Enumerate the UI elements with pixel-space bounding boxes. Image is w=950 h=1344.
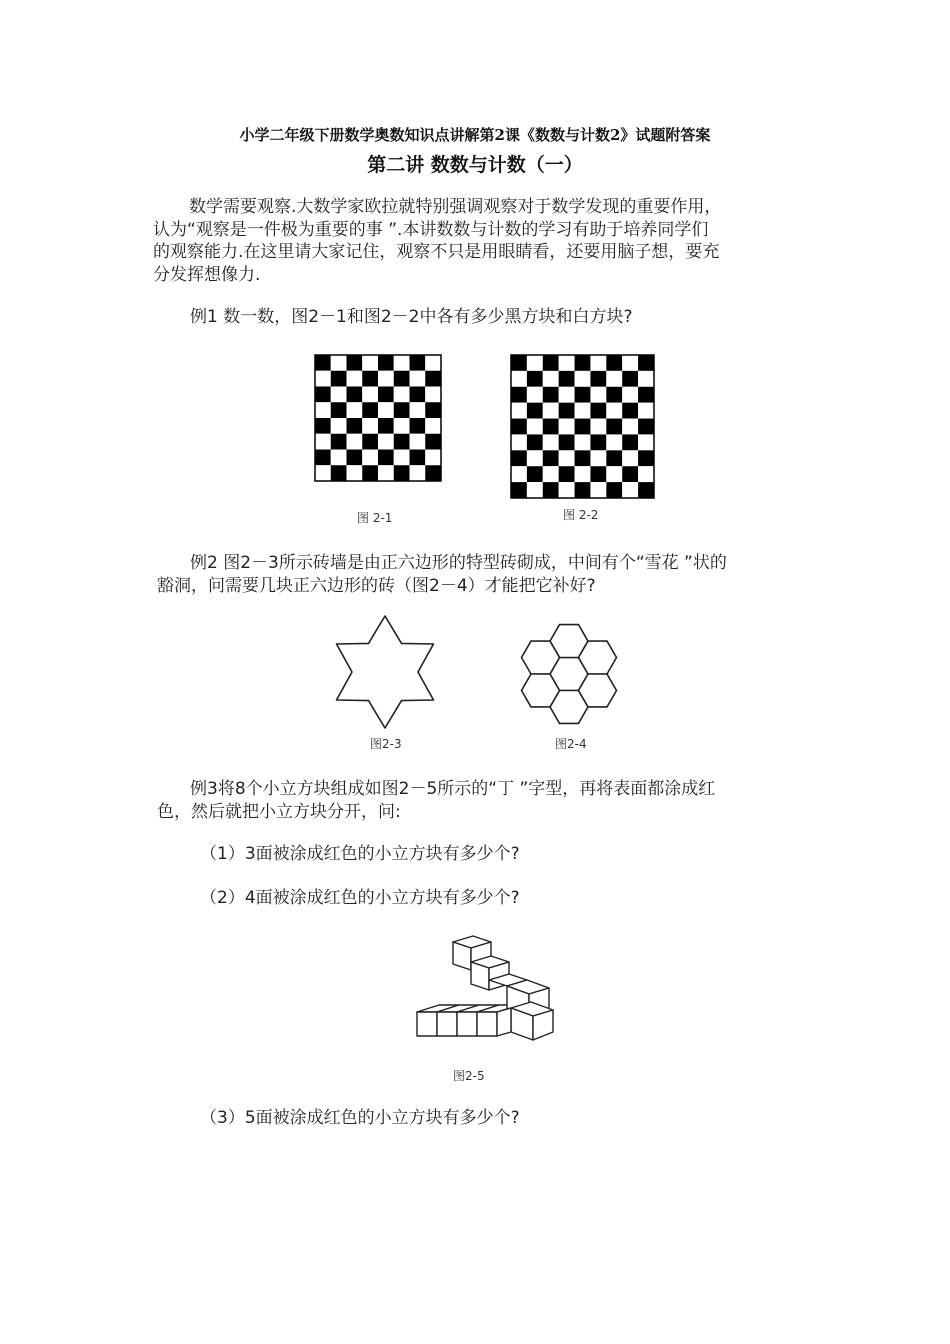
board-square — [378, 402, 394, 418]
board-square — [347, 402, 363, 418]
board-square — [638, 466, 654, 482]
board-square — [527, 482, 543, 498]
board-square — [575, 371, 591, 387]
board-square — [638, 450, 654, 466]
board-square — [638, 419, 654, 435]
board-square — [559, 355, 575, 371]
board-square — [347, 434, 363, 450]
board-square — [559, 371, 575, 387]
board-square — [638, 403, 654, 419]
board-square — [606, 403, 622, 419]
board-square — [575, 466, 591, 482]
board-square — [543, 419, 559, 435]
checkerboard-figure-2-2 — [511, 355, 654, 498]
board-square — [347, 355, 363, 371]
board-square — [425, 418, 441, 434]
board-square — [425, 355, 441, 371]
board-square — [362, 355, 378, 371]
figure-2-5-caption: 图2-5 — [453, 1069, 485, 1083]
board-square — [638, 355, 654, 371]
board-square — [331, 418, 347, 434]
board-square — [590, 482, 606, 498]
board-square — [511, 387, 527, 403]
board-square — [527, 355, 543, 371]
board-square — [511, 403, 527, 419]
board-square — [394, 450, 410, 466]
board-square — [511, 450, 527, 466]
board-square — [590, 403, 606, 419]
board-square — [590, 450, 606, 466]
board-square — [606, 419, 622, 435]
snowflake-outline — [337, 616, 434, 728]
board-square — [590, 371, 606, 387]
board-square — [362, 450, 378, 466]
figure-2-3-caption: 图2-3 — [370, 737, 402, 751]
figure-2-1-caption: 图 2-1 — [357, 511, 393, 525]
intro-line-3: 的观察能力.在这里请大家记住，观察不只是用眼睛看，还要用脑子想，要充 — [153, 242, 720, 262]
board-square — [315, 402, 331, 418]
board-square — [622, 419, 638, 435]
board-square — [559, 482, 575, 498]
example3-question-1: （1）3面被涂成红色的小立方块有多少个? — [200, 844, 520, 864]
board-square — [606, 450, 622, 466]
board-square — [315, 418, 331, 434]
board-square — [527, 419, 543, 435]
board-square — [575, 355, 591, 371]
board-square — [362, 434, 378, 450]
board-square — [638, 482, 654, 498]
board-square — [410, 355, 426, 371]
board-square — [425, 465, 441, 481]
board-square — [543, 371, 559, 387]
board-square — [347, 465, 363, 481]
board-square — [315, 387, 331, 403]
example2-line-1: 例2 图2－3所示砖墙是由正六边形的特型砖砌成，中间有个“雪花 ”状的 — [190, 553, 727, 573]
board-square — [378, 434, 394, 450]
board-square — [378, 465, 394, 481]
board-square — [590, 355, 606, 371]
board-square — [511, 419, 527, 435]
board-square — [331, 434, 347, 450]
board-square — [606, 387, 622, 403]
board-square — [559, 387, 575, 403]
figure-2-4-caption: 图2-4 — [555, 737, 587, 751]
board-square — [511, 434, 527, 450]
board-square — [425, 371, 441, 387]
board-square — [622, 466, 638, 482]
board-square — [543, 355, 559, 371]
board-square — [362, 465, 378, 481]
board-square — [638, 434, 654, 450]
board-square — [394, 387, 410, 403]
example3-question-2: （2）4面被涂成红色的小立方块有多少个? — [200, 888, 520, 908]
board-square — [590, 466, 606, 482]
board-square — [394, 434, 410, 450]
intro-line-1: 数学需要观察.大数学家欧拉就特别强调观察对于数学发现的重要作用， — [189, 197, 722, 217]
board-square — [315, 465, 331, 481]
board-square — [394, 355, 410, 371]
board-square — [378, 418, 394, 434]
board-square — [622, 434, 638, 450]
board-square — [511, 371, 527, 387]
board-square — [606, 355, 622, 371]
board-square — [331, 355, 347, 371]
board-square — [425, 450, 441, 466]
board-square — [394, 371, 410, 387]
board-square — [590, 434, 606, 450]
lesson-title: 第二讲 数数与计数（一） — [367, 154, 583, 176]
example3-line-1: 例3将8个小立方块组成如图2－5所示的“丁 ”字型，再将表面都涂成红 — [190, 779, 716, 799]
board-square — [410, 434, 426, 450]
board-square — [425, 402, 441, 418]
intro-paragraph — [153, 196, 803, 286]
board-square — [347, 387, 363, 403]
board-square — [575, 450, 591, 466]
board-square — [331, 450, 347, 466]
board-square — [543, 434, 559, 450]
board-square — [622, 482, 638, 498]
board-square — [410, 465, 426, 481]
board-square — [347, 418, 363, 434]
board-square — [622, 450, 638, 466]
board-square — [559, 450, 575, 466]
board-square — [622, 355, 638, 371]
example1-question: 例1 数一数，图2－1和图2－2中各有多少黑方块和白方块? — [190, 307, 633, 327]
board-square — [622, 387, 638, 403]
board-square — [378, 450, 394, 466]
board-square — [543, 387, 559, 403]
board-square — [559, 403, 575, 419]
board-square — [638, 371, 654, 387]
board-square — [606, 482, 622, 498]
board-square — [315, 450, 331, 466]
board-square — [425, 387, 441, 403]
board-square — [622, 403, 638, 419]
board-square — [575, 419, 591, 435]
board-square — [410, 387, 426, 403]
board-square — [575, 434, 591, 450]
example2-line-2: 豁洞，问需要几块正六边形的砖（图2－4）才能把它补好? — [157, 576, 596, 596]
board-square — [425, 434, 441, 450]
board-square — [511, 466, 527, 482]
intro-line-4: 分发挥想像力. — [153, 264, 261, 285]
board-square — [394, 465, 410, 481]
board-square — [347, 450, 363, 466]
board-square — [622, 371, 638, 387]
board-square — [575, 403, 591, 419]
board-square — [575, 387, 591, 403]
board-square — [606, 466, 622, 482]
board-square — [590, 419, 606, 435]
board-square — [527, 450, 543, 466]
board-square — [543, 450, 559, 466]
board-square — [575, 482, 591, 498]
board-square — [559, 434, 575, 450]
board-square — [331, 387, 347, 403]
snowflake-hole-figure-2-3 — [325, 615, 445, 730]
board-square — [511, 482, 527, 498]
board-square — [559, 419, 575, 435]
board-square — [590, 387, 606, 403]
board-square — [331, 371, 347, 387]
board-square — [331, 465, 347, 481]
board-square — [527, 466, 543, 482]
checkerboard-figure-2-1 — [315, 355, 441, 481]
board-square — [347, 371, 363, 387]
example3-line-2: 色，然后就把小立方块分开，问: — [157, 802, 401, 822]
board-square — [315, 371, 331, 387]
board-square — [410, 402, 426, 418]
board-square — [410, 418, 426, 434]
board-square — [394, 402, 410, 418]
board-square — [606, 371, 622, 387]
board-square — [527, 403, 543, 419]
board-square — [527, 387, 543, 403]
board-square — [331, 402, 347, 418]
board-square — [543, 403, 559, 419]
board-square — [410, 371, 426, 387]
board-square — [543, 482, 559, 498]
board-square — [362, 402, 378, 418]
board-square — [315, 434, 331, 450]
board-square — [394, 418, 410, 434]
board-square — [315, 355, 331, 371]
document-title: 小学二年级下册数学奥数知识点讲解第2课《数数与计数2》试题附答案 — [239, 126, 711, 144]
board-square — [362, 418, 378, 434]
board-square — [527, 371, 543, 387]
board-square — [606, 434, 622, 450]
board-square — [527, 434, 543, 450]
intro-line-2: 认为“观察是一件极为重要的事 ”.本讲数数与计数的学习有助于培养同学们 — [153, 219, 709, 240]
board-square — [362, 387, 378, 403]
board-square — [543, 466, 559, 482]
t-shaped-cubes-figure-2-5 — [413, 932, 558, 1057]
board-square — [378, 387, 394, 403]
board-square — [378, 355, 394, 371]
example3-question-3: （3）5面被涂成红色的小立方块有多少个? — [200, 1108, 520, 1128]
hexagon-bricks-figure-2-4 — [512, 622, 627, 727]
board-square — [559, 466, 575, 482]
board-square — [362, 371, 378, 387]
figure-2-2-caption: 图 2-2 — [563, 508, 599, 522]
board-square — [638, 387, 654, 403]
board-square — [378, 371, 394, 387]
board-square — [511, 355, 527, 371]
board-square — [410, 450, 426, 466]
